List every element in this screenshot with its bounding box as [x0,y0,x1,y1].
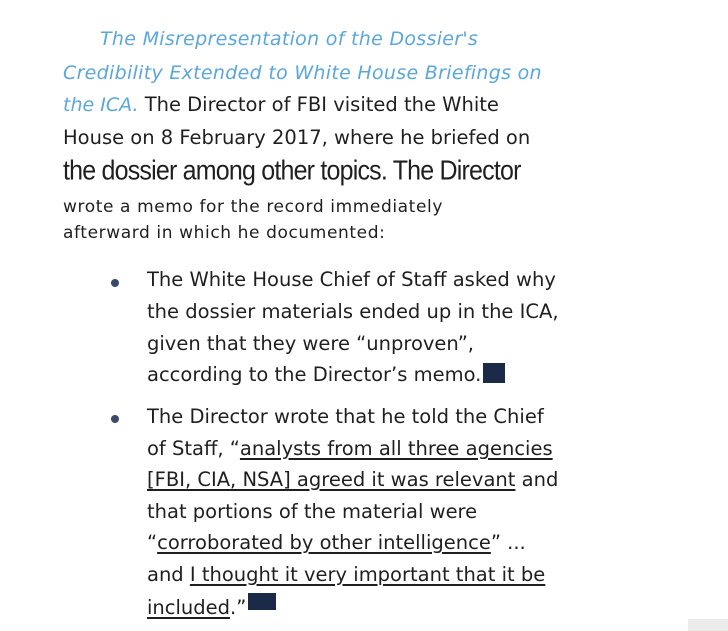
bullet-2-line-4: that portions of the material were [147,500,478,523]
bullet-2-quote-underlined-4: I thought it very important that it be [189,563,546,586]
heading-ica-label: the ICA. [63,94,139,116]
page-corner-shade [688,619,728,631]
paragraph-line-3: the dossier among other topics. The Director [63,155,521,187]
bullet-2-line-3 [147,468,558,491]
bullet-2-quote-underlined-1: analysts from all three agencies [239,437,553,460]
bullet-1-line-4-text: according to the Director’s memo. [147,363,482,386]
bullet-2-line-6-prefix: and [147,563,190,586]
bullet-1-line-1: The White House Chief of Staff asked why [147,268,556,291]
bullet-2-line-7 [147,593,276,619]
paragraph-line-5: afterward in which he documented: [63,223,386,243]
bullet-2-line-7-suffix: .” [230,596,247,619]
heading-line-3 [63,93,499,116]
bullet-2-line-5 [147,531,526,554]
bullet-1-line-2: the dossier materials ended up in the ICA, [147,300,559,323]
bullet-2-line-6 [147,563,545,586]
bullet-2-quote-underlined-5: included [147,596,231,619]
redaction-box [248,593,276,610]
paragraph-line-4: wrote a memo for the record immediately [63,197,443,217]
bullet-1-line-4 [147,363,505,386]
bullet-2-line-5-suffix: ” ... [490,531,526,554]
bullet-2-line-2 [147,437,553,460]
heading-line-1: The Misrepresentation of the Dossier's [100,28,479,50]
paragraph-line-1: The Director of FBI visited the White [144,93,499,116]
bullet-2-line-1: The Director wrote that he told the Chief [147,405,544,428]
bullet-2-line-2-prefix: of Staff, “ [147,437,240,460]
bullet-2-line-3-suffix: and [515,468,559,491]
bullet-2-dot [111,415,119,423]
redaction-box [483,363,505,383]
bullet-1-dot [111,279,119,287]
bullet-2-line-5-prefix: “ [147,531,158,554]
paragraph-line-2: House on 8 February 2017, where he briefed on [63,126,531,149]
bullet-2-quote-underlined-2: [FBI, CIA, NSA] agreed it was relevant [147,468,516,491]
bullet-1-line-3: given that they were “unproven”, [147,332,475,355]
heading-line-2: Credibility Extended to White House Briefings on [63,62,542,84]
bullet-2-quote-underlined-3: corroborated by other intelligence [157,531,491,554]
